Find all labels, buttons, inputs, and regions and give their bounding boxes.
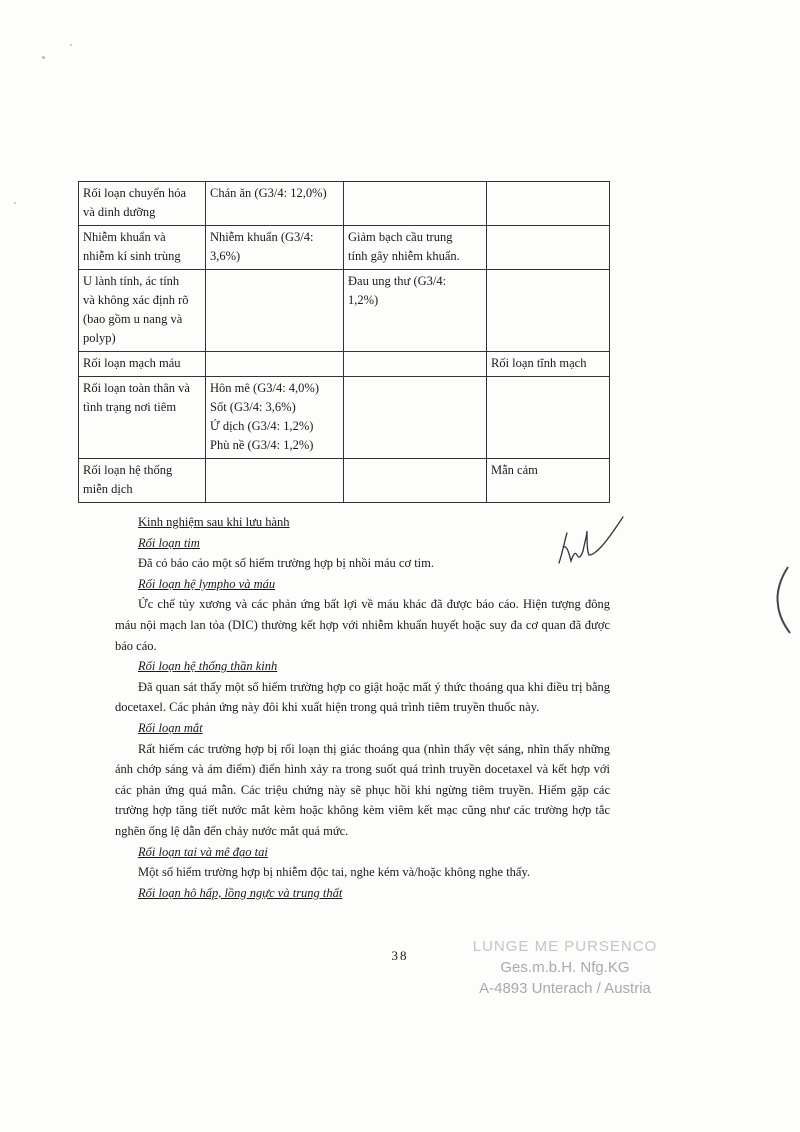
cell-line: Đau ung thư (G3/4: bbox=[348, 274, 447, 288]
cell-line: và dinh dưỡng bbox=[83, 205, 156, 219]
table-row bbox=[79, 459, 610, 503]
table-cell-col4 bbox=[487, 459, 610, 503]
subsection-title: Rối loạn tai và mê đạo tai bbox=[138, 844, 268, 859]
table-cell-col3 bbox=[344, 459, 487, 503]
adverse-reactions-table bbox=[78, 181, 610, 503]
body-paragraph: Đã có báo cáo một số hiếm trường hợp bị nhồi máu cơ tim. bbox=[138, 556, 434, 571]
table-cell-col1 bbox=[79, 270, 206, 352]
table-cell-col1 bbox=[79, 182, 206, 226]
table-row bbox=[79, 352, 610, 377]
table-cell-col3 bbox=[344, 270, 487, 352]
subsection-title: Rối loạn hệ lympho và máu bbox=[138, 576, 276, 591]
subsection-title: Rối loạn tim bbox=[138, 535, 200, 550]
body-paragraph: Rất hiếm các trường hợp bị rối loạn thị giác thoáng qua (nhìn thấy vệt sáng, nhìn thấy những ánh chớp sáng và ám điểm) điển hình xảy ra trong suốt quá trình truyền docetaxel và kết hợp với các phản ứng quá mẫn. Các triệu chứng này sẽ phục hồi khi ngừng tiêm truyền. Hiếm gặp các trường hợp tăng tiết nước mắt kèm hoặc không kèm viêm kết mạc cũng như các trường hợp tắc nghẽn ống lệ dẫn đến chảy nước mắt quá mức. bbox=[115, 741, 610, 838]
table-cell-col1 bbox=[79, 377, 206, 459]
cell-line: và không xác định rõ bbox=[83, 293, 189, 307]
table-cell-col4 bbox=[487, 182, 610, 226]
table-cell-col1 bbox=[79, 352, 206, 377]
cell-line: Rối loạn hệ thống bbox=[83, 463, 173, 477]
scan-speck bbox=[42, 56, 45, 59]
post-marketing-section bbox=[115, 512, 610, 903]
table-cell-col3 bbox=[344, 182, 487, 226]
table-cell-col4 bbox=[487, 377, 610, 459]
table-cell-col3 bbox=[344, 226, 487, 270]
cell-line: 3,6%) bbox=[210, 249, 241, 263]
cell-line: tình trạng nơi tiêm bbox=[83, 400, 177, 414]
table-cell-col2 bbox=[206, 182, 344, 226]
cell-line: Rối loạn mạch máu bbox=[83, 356, 181, 370]
stamp-line-1: LUNGE ME PURSENCO bbox=[472, 938, 658, 955]
stamp-line-2: Ges.m.b.H. Nfg.KG bbox=[500, 959, 630, 976]
subsection-title: Rối loạn mắt bbox=[138, 720, 203, 735]
table-row bbox=[79, 377, 610, 459]
scan-speck bbox=[70, 44, 72, 46]
cell-line: Ứ dịch (G3/4: 1,2%) bbox=[210, 419, 314, 433]
table-cell-col2 bbox=[206, 377, 344, 459]
cell-line: U lành tính, ác tính bbox=[83, 274, 180, 288]
cell-line: Sốt (G3/4: 3,6%) bbox=[210, 400, 296, 414]
cell-line: 1,2%) bbox=[348, 293, 379, 307]
cell-line: Rối loạn tĩnh mạch bbox=[491, 356, 587, 370]
cell-line: nhiễm kí sinh trùng bbox=[83, 249, 181, 263]
table-cell-col2 bbox=[206, 459, 344, 503]
table-cell-col2 bbox=[206, 226, 344, 270]
cell-line: Nhiễm khuẩn (G3/4: bbox=[210, 230, 314, 244]
section-title: Kinh nghiệm sau khi lưu hành bbox=[138, 515, 290, 529]
cell-line: polyp) bbox=[83, 331, 116, 345]
table-row bbox=[79, 182, 610, 226]
body-paragraph: Một số hiếm trường hợp bị nhiễm độc tai, nghe kém và/hoặc không nghe thấy. bbox=[138, 865, 531, 880]
scan-speck bbox=[14, 202, 16, 204]
table-cell-col3 bbox=[344, 352, 487, 377]
cell-line: Mẫn cảm bbox=[491, 463, 538, 477]
stamp-line-3: A-4893 Unterach / Austria bbox=[479, 980, 651, 997]
cell-line: miễn dịch bbox=[83, 482, 133, 496]
cell-line: Phù nề (G3/4: 1,2%) bbox=[210, 438, 314, 452]
body-paragraph: Đã quan sát thấy một số hiếm trường hợp co giật hoặc mất ý thức thoáng qua khi điều trị bằng docetaxel. Các phản ứng này đôi khi xuất hiện trong quá trình tiêm truyền thuốc này. bbox=[115, 679, 610, 715]
cell-line: Giảm bạch cầu trung bbox=[348, 230, 453, 244]
table-row bbox=[79, 226, 610, 270]
table-cell-col4 bbox=[487, 270, 610, 352]
subsection-title: Rối loạn hệ thống thần kinh bbox=[138, 659, 278, 674]
table-cell-col1 bbox=[79, 459, 206, 503]
cell-line: Hôn mê (G3/4: 4,0%) bbox=[210, 381, 320, 395]
company-stamp bbox=[470, 936, 660, 999]
scan-edge-mark bbox=[770, 565, 795, 635]
table-cell-col2 bbox=[206, 270, 344, 352]
cell-line: Chán ăn (G3/4: 12,0%) bbox=[210, 186, 327, 200]
cell-line: Nhiễm khuẩn và bbox=[83, 230, 166, 244]
table-cell-col3 bbox=[344, 377, 487, 459]
table-cell-col4 bbox=[487, 352, 610, 377]
cell-line: tính gây nhiễm khuẩn. bbox=[348, 249, 460, 263]
cell-line: Rối loạn chuyển hóa bbox=[83, 186, 187, 200]
cell-line: Rối loạn toàn thân và bbox=[83, 381, 190, 395]
table-cell-col1 bbox=[79, 226, 206, 270]
page-number: 38 bbox=[391, 948, 409, 963]
cell-line: (bao gồm u nang và bbox=[83, 312, 183, 326]
table-row bbox=[79, 270, 610, 352]
subsection-title: Rối loạn hô hấp, lồng ngực và trung thất bbox=[138, 885, 343, 900]
table-cell-col2 bbox=[206, 352, 344, 377]
body-paragraph: Ức chế tủy xương và các phản ứng bất lợi về máu khác đã được báo cáo. Hiện tượng đông máu nội mạch lan tỏa (DIC) thường kết hợp với nhiễm khuẩn huyết hoặc suy đa cơ quan đã được báo cáo. bbox=[115, 597, 610, 653]
table-cell-col4 bbox=[487, 226, 610, 270]
